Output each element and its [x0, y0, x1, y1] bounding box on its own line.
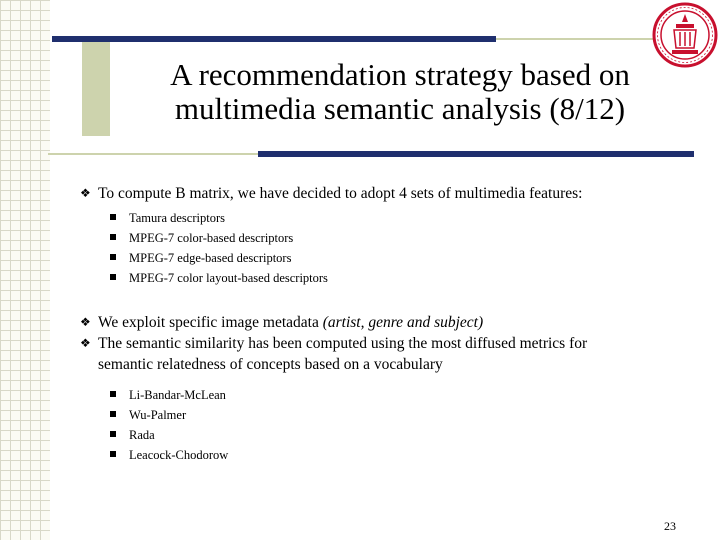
slide-content	[80, 183, 690, 465]
metric-item: Li-Bandar-McLean	[80, 385, 690, 405]
point-text: To compute B matrix, we have decided to adopt 4 sets of multimedia features:	[98, 185, 583, 202]
point-features	[80, 183, 690, 204]
diamond-bullet-icon: ❖	[80, 315, 91, 329]
square-bullet-icon	[110, 254, 116, 260]
feature-item: MPEG-7 color-based descriptors	[80, 228, 690, 248]
title-bottom-bar-extension	[48, 153, 258, 155]
square-bullet-icon	[110, 234, 116, 240]
page-number: 23	[664, 519, 676, 533]
square-bullet-icon	[110, 411, 116, 417]
metric-item: Wu-Palmer	[80, 405, 690, 425]
square-bullet-icon	[110, 214, 116, 220]
square-bullet-icon	[110, 451, 116, 457]
title-top-bar	[52, 36, 496, 42]
point-text-line-2: semantic relatedness of concepts based on a vocabulary	[98, 356, 443, 373]
diamond-bullet-icon: ❖	[80, 336, 91, 350]
title-line-2: multimedia semantic analysis (8/12)	[174, 91, 626, 126]
square-bullet-icon	[110, 274, 116, 280]
slide-title	[100, 58, 700, 126]
title-line-1: A recommendation strategy based on	[170, 57, 630, 92]
title-bottom-bar	[258, 151, 694, 157]
point-metadata	[80, 312, 690, 333]
square-bullet-icon	[110, 391, 116, 397]
point-text: We exploit specific image metadata	[98, 314, 323, 331]
point-text-line-1: The semantic similarity has been computed using the most diffused metrics for	[98, 335, 588, 352]
metric-item: Leacock-Chodorow	[80, 445, 690, 465]
point-italic-text: (artist, genre and subject)	[322, 314, 484, 331]
feature-item: Tamura descriptors	[80, 208, 690, 228]
diamond-bullet-icon: ❖	[80, 186, 91, 200]
feature-item: MPEG-7 color layout-based descriptors	[80, 268, 690, 288]
square-bullet-icon	[110, 431, 116, 437]
grid-decoration	[0, 0, 50, 540]
point-similarity	[80, 333, 690, 375]
feature-item: MPEG-7 edge-based descriptors	[80, 248, 690, 268]
metric-item: Rada	[80, 425, 690, 445]
